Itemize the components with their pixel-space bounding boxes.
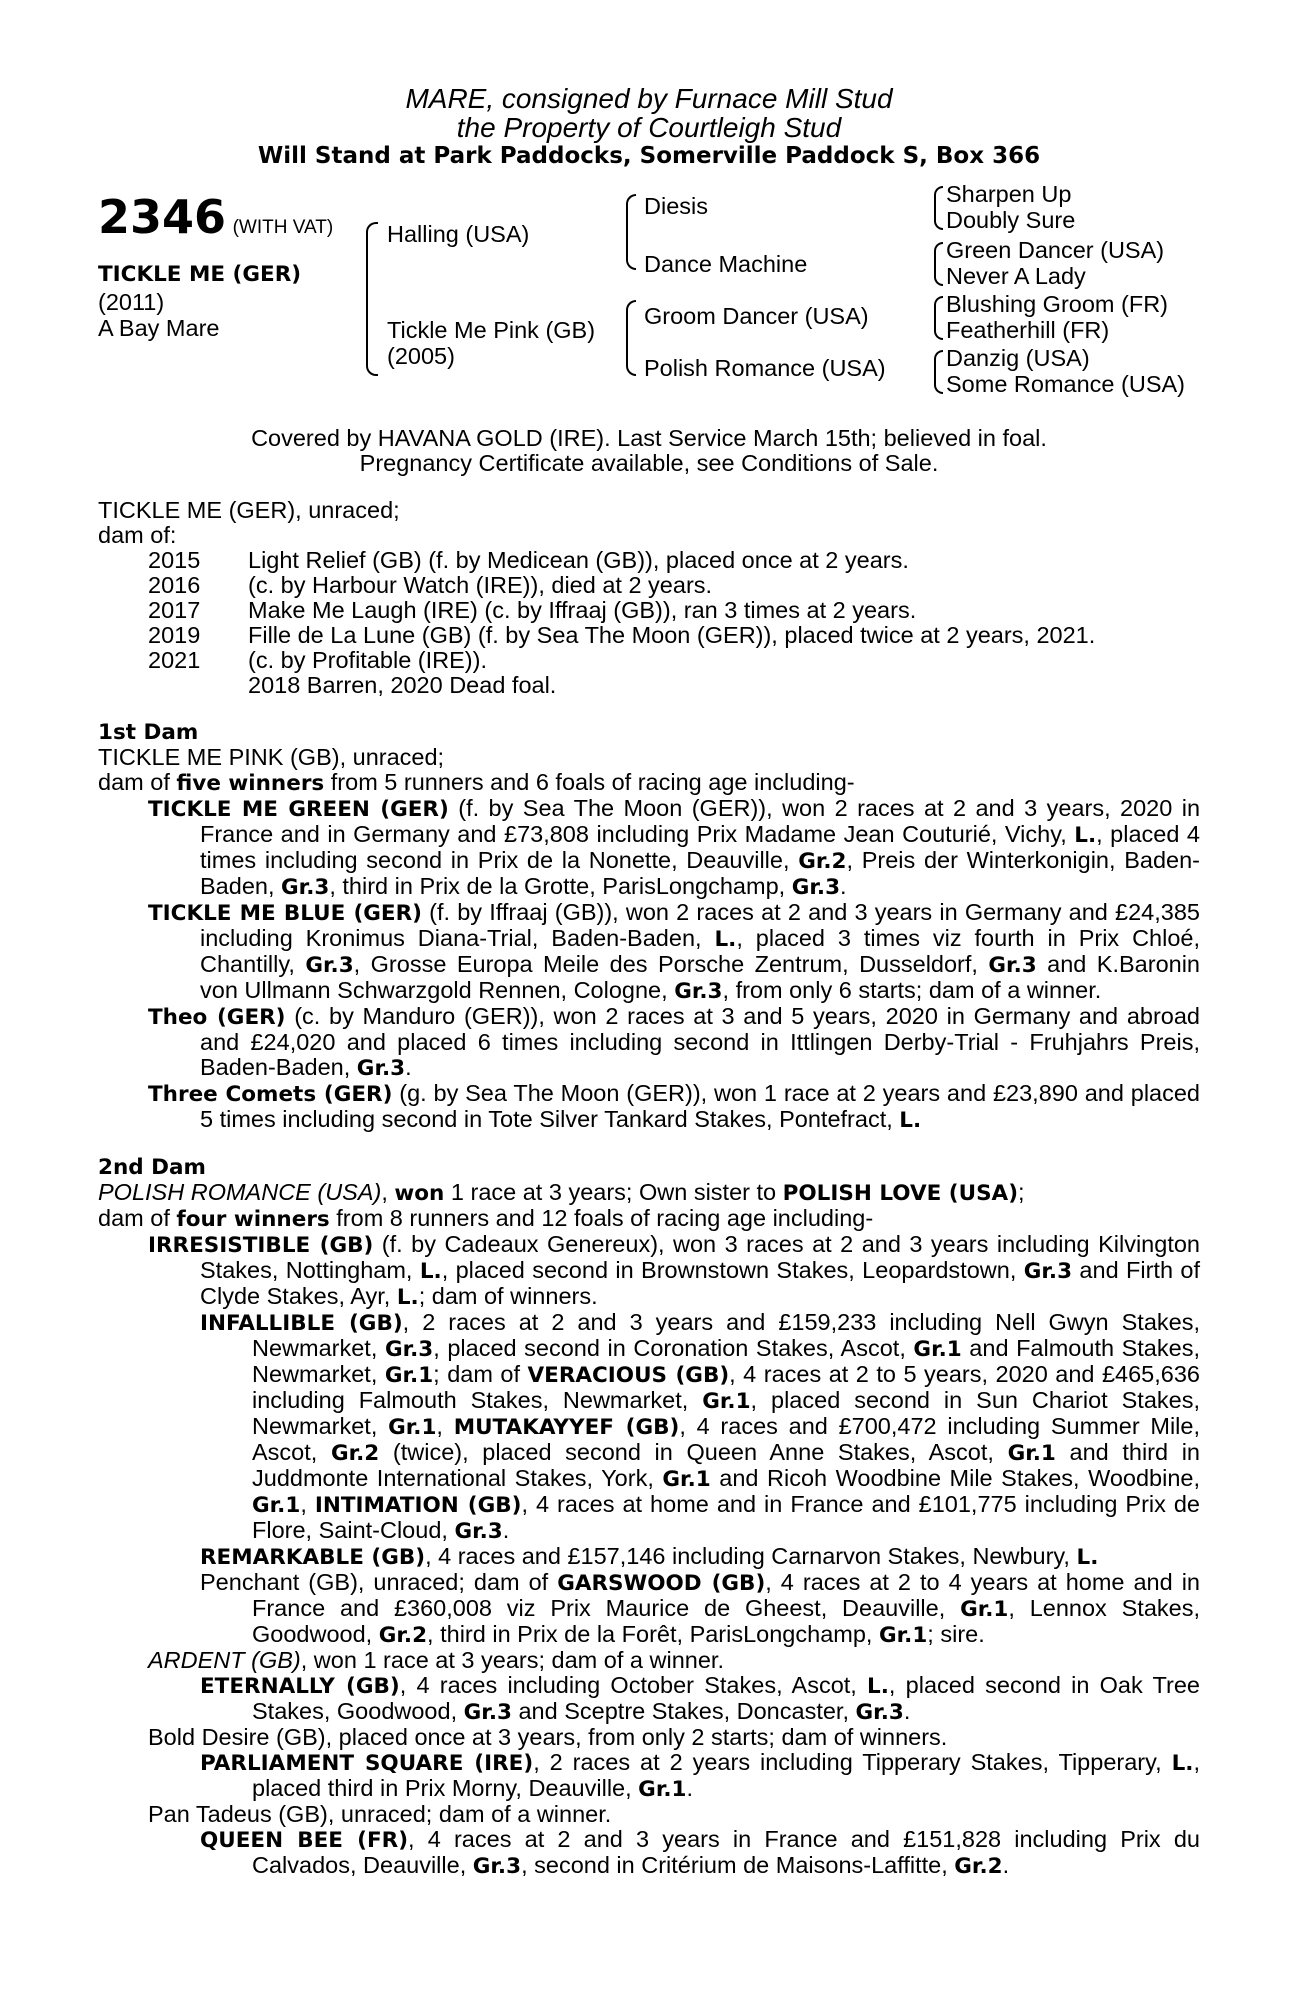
brace-dam-parents — [626, 300, 636, 376]
lot-name: TICKLE ME (GER) — [98, 262, 302, 287]
catalogue-page — [98, 84, 1200, 1879]
progeny-text: Make Me Laugh (IRE) (c. by Iffraaj (GB)), ran 3 times at 2 years. — [248, 597, 917, 623]
property-line: the Property of Courtleigh Stud — [456, 112, 842, 143]
produce-name: Theo (GER) — [148, 1005, 286, 1030]
pedigree-g4: Never A Lady — [946, 263, 1086, 289]
produce-name: INFALLIBLE (GB) — [200, 1311, 403, 1336]
produce-entry: TICKLE ME GREEN (GER) (f. by Sea The Moon (GER)), won 2 races at 2 and 3 years, 2020 in France and in Germany and £73,808 including Prix Madame Jean Couturié, Vichy, L., placed 4 times including second in Prix de la Nonette, Deauville, Gr.2, Preis der Winterkonigin, Baden-Baden, Gr.3, third in Prix de la Grotte, ParisLongchamp, Gr.3. — [148, 795, 1201, 900]
produce-entry: REMARKABLE (GB), 4 races and £157,146 including Carnarvon Stakes, Newbury, L. — [200, 1543, 1099, 1570]
progeny-year: 2021 — [148, 647, 201, 673]
pedigree-sire-dam: Dance Machine — [644, 251, 808, 277]
produce-name: TICKLE ME BLUE (GER) — [148, 901, 422, 926]
first-dam-produce-summary: dam of five winners from 5 runners and 6 foals of racing age including- — [98, 769, 855, 796]
progeny-text: (c. by Profitable (IRE)). — [248, 647, 487, 673]
pedigree-dam-dam: Polish Romance (USA) — [644, 355, 886, 381]
produce-entry: Three Comets (GER) (g. by Sea The Moon (GER)), won 1 race at 2 years and £23,890 and placed 5 times including second in Tote Silver Tankard Stakes, Pontefract, L. — [148, 1080, 1200, 1133]
produce-entry: ARDENT (GB), won 1 race at 3 years; dam of a winner. — [148, 1647, 724, 1673]
brace-g2 — [934, 242, 943, 286]
produce-name: REMARKABLE (GB) — [200, 1545, 426, 1570]
pedigree-g8: Some Romance (USA) — [946, 371, 1185, 397]
lot-year: (2011) — [98, 289, 165, 315]
progeny-row — [148, 598, 1200, 623]
produce-entry: TICKLE ME BLUE (GER) (f. by Iffraaj (GB)), won 2 races at 2 and 3 years in Germany and £24,385 including Kronimus Diana-Trial, Baden-Baden, L., placed 3 times viz fourth in Prix Chloé, Chantilly, Gr.3, Grosse Europa Meile des Porsche Zentrum, Dusseldorf, Gr.3 and K.Baronin von Ullmann Schwarzgold Rennen, Cologne, Gr.3, from only 6 starts; dam of a winner. — [148, 899, 1201, 1004]
progeny-year: 2015 — [148, 547, 201, 573]
progeny-row — [148, 673, 1200, 698]
pedigree-g5: Blushing Groom (FR) — [946, 291, 1168, 317]
progeny-year: 2019 — [148, 622, 201, 648]
produce-name: PARLIAMENT SQUARE (IRE) — [200, 1751, 534, 1776]
progeny-year: 2016 — [148, 572, 201, 598]
progeny-text: 2018 Barren, 2020 Dead foal. — [248, 672, 557, 698]
produce-name: ETERNALLY (GB) — [200, 1674, 400, 1699]
produce-entry: Theo (GER) (c. by Manduro (GER)), won 2 races at 3 and 5 years, 2020 in Germany and abroad and £24,020 and placed 6 times including second in Ittlingen Derby-Trial - Fruhjahrs Preis, Baden-Baden, Gr.3. — [148, 1003, 1200, 1081]
second-dam-produce-summary: dam of four winners from 8 runners and 12 foals of racing age including- — [98, 1205, 874, 1232]
produce-entry: PARLIAMENT SQUARE (IRE), 2 races at 2 years including Tipperary Stakes, Tipperary, L., placed third in Prix Morny, Deauville, Gr.1. — [200, 1749, 1200, 1802]
produce-entry: Pan Tadeus (GB), unraced; dam of a winner. — [148, 1801, 612, 1827]
progeny-text: Light Relief (GB) (f. by Medicean (GB)), placed once at 2 years. — [248, 547, 909, 573]
pedigree-dam-sire: Groom Dancer (USA) — [644, 303, 869, 329]
produce-name: TICKLE ME GREEN (GER) — [148, 797, 449, 822]
progeny-row — [148, 648, 1200, 673]
progeny-year — [148, 673, 248, 698]
pedigree-dam: Tickle Me Pink (GB) — [387, 317, 596, 343]
progeny-list — [148, 548, 1200, 698]
produce-entry: QUEEN BEE (FR), 4 races at 2 and 3 years in France and £151,828 including Prix du Calvados, Deauville, Gr.3, second in Critérium de Maisons-Laffitte, Gr.2. — [200, 1826, 1200, 1879]
lot-number-block — [98, 192, 333, 242]
consignor-line: MARE, consigned by Furnace Mill Stud — [405, 83, 893, 114]
lot-vat: (WITH VAT) — [232, 217, 334, 238]
progeny-row — [148, 573, 1200, 598]
produce-name: IRRESISTIBLE (GB) — [148, 1233, 374, 1258]
pedigree-g3: Green Dancer (USA) — [946, 237, 1165, 263]
produce-entry: ETERNALLY (GB), 4 races including October Stakes, Ascot, L., placed second in Oak Tree Stakes, Goodwood, Gr.3 and Sceptre Stakes, Doncaster, Gr.3. — [200, 1672, 1200, 1725]
brace-sire-dam — [366, 222, 378, 376]
pedigree-g7: Danzig (USA) — [946, 345, 1090, 371]
dam-of-label: dam of: — [98, 522, 177, 548]
pedigree-dam-year: (2005) — [387, 343, 455, 369]
brace-g1 — [934, 186, 943, 230]
produce-name: QUEEN BEE (FR) — [200, 1828, 409, 1853]
lot-number: 2346 — [98, 190, 227, 244]
produce-entry: IRRESISTIBLE (GB) (f. by Cadeaux Genereux), won 3 races at 2 and 3 years including Kilvington Stakes, Nottingham, L., placed second in Brownstown Stakes, Leopardstown, Gr.3 and Firth of Clyde Stakes, Ayr, L.; dam of winners. — [148, 1231, 1200, 1310]
second-dam-heading: 2nd Dam — [98, 1155, 206, 1180]
covered-line: Covered by HAVANA GOLD (IRE). Last Service March 15th; believed in foal. — [251, 425, 1047, 451]
progeny-text: (c. by Harbour Watch (IRE)), died at 2 years. — [248, 572, 713, 598]
pedigree-sire-sire: Diesis — [644, 193, 708, 219]
brace-sire-parents — [626, 194, 636, 270]
pregnancy-line: Pregnancy Certificate available, see Conditions of Sale. — [359, 450, 939, 476]
first-dam-line: TICKLE ME PINK (GB), unraced; — [98, 744, 445, 770]
second-dam-line: POLISH ROMANCE (USA), won 1 race at 3 years; Own sister to POLISH LOVE (USA); — [98, 1179, 1025, 1206]
pedigree-table — [98, 182, 1200, 422]
brace-g4 — [934, 350, 943, 394]
location-line: Will Stand at Park Paddocks, Somerville Paddock S, Box 366 — [257, 143, 1041, 169]
progeny-row — [148, 623, 1200, 648]
lot-description: A Bay Mare — [98, 315, 220, 341]
mare-intro — [98, 498, 1200, 698]
pedigree-g6: Featherhill (FR) — [946, 317, 1110, 343]
produce-name: Three Comets (GER) — [148, 1082, 393, 1107]
pedigree-g2: Doubly Sure — [946, 207, 1076, 233]
progeny-row — [148, 548, 1200, 573]
produce-entry: Bold Desire (GB), placed once at 3 years, from only 2 starts; dam of winners. — [148, 1724, 948, 1750]
produce-entry: Penchant (GB), unraced; dam of GARSWOOD (GB), 4 races at 2 to 4 years at home and in France and £360,008 viz Prix Maurice de Gheest, Deauville, Gr.1, Lennox Stakes, Goodwood, Gr.2, third in Prix de la Forêt, ParisLongchamp, Gr.1; sire. — [200, 1569, 1200, 1648]
progeny-year: 2017 — [148, 597, 201, 623]
first-dam-section — [98, 720, 1200, 1133]
produce-entry: INFALLIBLE (GB), 2 races at 2 and 3 years and £159,233 including Nell Gwyn Stakes, Newmarket, Gr.3, placed second in Coronation Stakes, Ascot, Gr.1 and Falmouth Stakes, Newmarket, Gr.1; dam of VERACIOUS (GB), 4 races at 2 to 5 years, 2020 and £465,636 including Falmouth Stakes, Newmarket, Gr.1, placed second in Sun Chariot Stakes, Newmarket, Gr.1, MUTAKAYYEF (GB), 4 races and £700,472 including Summer Mile, Ascot, Gr.2 (twice), placed second in Queen Anne Stakes, Ascot, Gr.1 and third in Juddmonte International Stakes, York, Gr.1 and Ricoh Woodbine Mile Stakes, Woodbine, Gr.1, INTIMATION (GB), 4 races at home and in France and £101,775 including Prix de Flore, Saint-Cloud, Gr.3. — [200, 1309, 1201, 1544]
progeny-text: Fille de La Lune (GB) (f. by Sea The Moon (GER)), placed twice at 2 years, 2021. — [248, 622, 1096, 648]
pedigree-g1: Sharpen Up — [946, 181, 1072, 207]
second-dam-section — [98, 1155, 1200, 1879]
pedigree-sire: Halling (USA) — [387, 221, 530, 247]
mare-status: TICKLE ME (GER), unraced; — [98, 497, 400, 523]
first-dam-heading: 1st Dam — [98, 720, 199, 745]
brace-g3 — [934, 296, 943, 340]
